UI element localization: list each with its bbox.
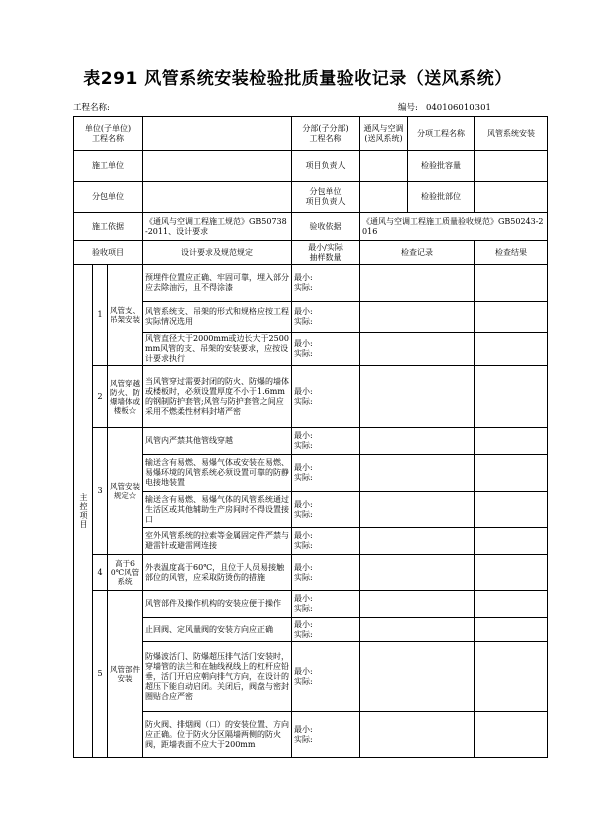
requirement-text-text: 风管部件及操作机构的安装应便于操作 xyxy=(145,599,282,608)
min-actual-sample xyxy=(292,618,360,642)
check-result-cell[interactable] xyxy=(475,642,548,712)
actual-sample-label: 实际: xyxy=(294,441,313,450)
check-record-cell[interactable] xyxy=(360,366,475,428)
requirement-text xyxy=(143,642,292,712)
actual-sample-label: 实际: xyxy=(294,349,313,358)
requirement-text-text: 风管内严禁其他管线穿越 xyxy=(145,436,234,445)
check-result-cell[interactable] xyxy=(475,555,548,591)
check-result-cell[interactable] xyxy=(475,492,548,528)
subdivision-label xyxy=(292,117,360,151)
construction-unit-label-text: 施工单位 xyxy=(92,161,124,170)
construction-unit-value[interactable] xyxy=(143,151,292,182)
subcontract-manager-label-text: 项目负责人 xyxy=(305,197,346,206)
requirement-text xyxy=(143,265,292,302)
check-record-cell[interactable] xyxy=(360,555,475,591)
actual-sample-label: 实际: xyxy=(294,317,313,326)
actual-sample-label: 实际: xyxy=(294,509,313,519)
check-result-cell[interactable] xyxy=(475,455,548,492)
unit-name-label-text: 单位(子单位) xyxy=(84,123,132,133)
group-number-text: 1 xyxy=(97,310,103,319)
group-number-text: 3 xyxy=(97,486,103,495)
batch-capacity-value[interactable] xyxy=(475,151,548,182)
check-result-cell[interactable] xyxy=(475,265,548,302)
col-header-result xyxy=(475,241,548,265)
unit-name-label-text: 工程名称 xyxy=(92,133,124,143)
acceptance-basis-label xyxy=(292,213,360,241)
construction-basis-label xyxy=(74,213,143,241)
requirement-text xyxy=(143,591,292,618)
group-name xyxy=(108,366,143,428)
subcontract-unit-value[interactable] xyxy=(143,182,292,213)
requirement-text-text: 输送含有易燃、易爆气体或安装在易燃、易爆环境的风管系统必须设置可靠的防静电接地装置 xyxy=(145,458,290,487)
col-header-min-sample-text: 抽样数量 xyxy=(309,252,342,262)
subcontract-manager-value[interactable] xyxy=(360,182,408,213)
requirement-text xyxy=(143,302,292,333)
subcontract-unit-label xyxy=(74,182,143,213)
check-record-cell[interactable] xyxy=(360,492,475,528)
actual-sample-label: 实际: xyxy=(294,396,313,406)
min-sample-label: 最小: xyxy=(294,562,313,572)
subdivision-label-text: 分部(子分部) xyxy=(302,123,349,133)
group-name-text: 风管部件安装 xyxy=(110,665,140,683)
requirement-text-text: 室外风管系统的拉索等金属固定件严禁与避雷针或避雷网连接 xyxy=(145,531,290,550)
col-header-requirement xyxy=(143,241,292,265)
check-record-cell[interactable] xyxy=(360,591,475,618)
requirement-text xyxy=(143,618,292,642)
min-actual-sample xyxy=(292,642,360,712)
subdivision-value xyxy=(360,117,408,151)
item-name-value-text: 风管系统安装 xyxy=(487,128,536,138)
min-actual-sample xyxy=(292,428,360,455)
subcontract-manager-label-text: 分包单位 xyxy=(309,187,342,196)
requirement-text xyxy=(143,492,292,528)
item-name-label-text: 分项工程名称 xyxy=(417,128,466,138)
group-name xyxy=(108,555,143,591)
construction-unit-label xyxy=(74,151,143,182)
project-manager-value[interactable] xyxy=(360,151,408,182)
requirement-text-text: 外表温度高于60℃，且位于人员易接触部位的风管，应采取防烫伤的措施 xyxy=(145,562,285,582)
requirement-text-text: 预埋件位置应正确、牢固可靠，埋入部分应去除油污，且不得涂漆 xyxy=(145,273,290,292)
requirement-text-text: 输送含有易燃、易爆气体的风管系统通过生活区或其他辅助生产房间时不得设置接口 xyxy=(145,494,290,524)
serial-value: 040106010301 xyxy=(425,103,491,113)
group-number xyxy=(93,265,108,366)
batch-location-value[interactable] xyxy=(475,182,548,213)
batch-capacity-label-text: 检验批容量 xyxy=(421,161,462,170)
actual-sample-label: 实际: xyxy=(294,604,313,613)
col-header-item xyxy=(74,241,143,265)
actual-sample-label: 实际: xyxy=(294,572,313,582)
min-actual-sample xyxy=(292,555,360,591)
min-sample-label: 最小: xyxy=(294,386,313,396)
col-header-record xyxy=(360,241,475,265)
subdivision-label-text: 工程名称 xyxy=(309,133,342,143)
actual-sample-label: 实际: xyxy=(294,629,313,639)
min-actual-sample xyxy=(292,591,360,618)
col-header-result-text: 检查结果 xyxy=(495,247,528,257)
check-result-cell[interactable] xyxy=(475,333,548,366)
min-sample-label: 最小: xyxy=(294,499,313,509)
check-result-cell[interactable] xyxy=(475,712,548,758)
requirement-text-text: 风管直径大于2000mm或边长大于2500mm风管的支、吊架的安装要求，应按设计要求执行 xyxy=(145,334,289,363)
group-name xyxy=(108,591,143,758)
group-name-text: 风管安装规定☆ xyxy=(110,482,140,500)
requirement-text xyxy=(143,555,292,591)
min-actual-sample xyxy=(292,366,360,428)
min-sample-label: 最小: xyxy=(294,666,313,676)
group-number-text: 5 xyxy=(97,669,103,678)
project-name-label: 工程名称: xyxy=(73,103,110,113)
acceptance-basis-value xyxy=(360,213,548,241)
subdivision-value-text: (送风系统) xyxy=(364,133,403,143)
min-actual-sample xyxy=(292,302,360,333)
min-sample-label: 最小: xyxy=(294,531,313,540)
serial-label: 编号: xyxy=(398,103,418,113)
col-header-min-sample xyxy=(292,241,360,265)
construction-basis-value xyxy=(143,213,292,241)
requirement-text-text: 防爆波活门、防爆超压排气活门安装时，穿墙管的法兰和在轴线视线上的杠杆应铅垂，活门开启应朝向排气方向，在设计的超压下能自动启闭。关闭后，阀盘与密封圈贴合应严密 xyxy=(145,651,290,701)
group-number-text: 2 xyxy=(97,391,103,401)
construction-basis-value-text: 《通风与空调工程施工规范》GB50738-2011、设计要求 xyxy=(145,216,287,236)
requirement-text xyxy=(143,333,292,366)
check-record-cell[interactable] xyxy=(360,428,475,455)
main-control-label xyxy=(74,265,93,758)
page-title: 表291 风管系统安装检验批质量验收记录（送风系统） xyxy=(83,69,512,89)
col-header-record-text: 检查记录 xyxy=(401,247,434,257)
inspection-record-table xyxy=(73,116,548,758)
group-number xyxy=(93,555,108,591)
group-number xyxy=(93,366,108,428)
min-sample-label: 最小: xyxy=(294,594,313,603)
project-manager-label xyxy=(292,151,360,182)
min-sample-label: 最小: xyxy=(294,273,313,282)
check-record-cell[interactable] xyxy=(360,528,475,555)
project-manager-label-text: 项目负责人 xyxy=(305,161,346,170)
serial-number xyxy=(398,101,491,113)
check-result-cell[interactable] xyxy=(475,302,548,333)
requirement-text xyxy=(143,712,292,758)
check-record-cell[interactable] xyxy=(360,265,475,302)
unit-name-label xyxy=(74,117,143,151)
min-sample-label: 最小: xyxy=(294,619,313,629)
check-result-cell[interactable] xyxy=(475,618,548,642)
check-record-cell[interactable] xyxy=(360,618,475,642)
actual-sample-label: 实际: xyxy=(294,473,313,482)
actual-sample-label: 实际: xyxy=(294,676,313,686)
min-sample-label: 最小: xyxy=(294,724,313,734)
requirement-text-text: 当风管穿过需要封闭的防火、防爆的墙体或楼板时，必须设置厚度不小于1.6mm的钢制防护套管;风管与防护套管之间应采用不燃柔性材料封堵严密 xyxy=(145,376,290,416)
group-number-text: 4 xyxy=(97,567,103,577)
actual-sample-label: 实际: xyxy=(294,541,313,550)
batch-capacity-label xyxy=(408,151,475,182)
min-actual-sample xyxy=(292,712,360,758)
min-sample-label: 最小: xyxy=(294,307,313,316)
group-name-text: 风管穿越防火、防爆墙体或楼板☆ xyxy=(110,378,140,415)
item-name-value xyxy=(475,117,548,151)
unit-name-value[interactable] xyxy=(143,117,292,151)
item-name-label xyxy=(408,117,475,151)
min-actual-sample xyxy=(292,492,360,528)
check-result-cell[interactable] xyxy=(475,428,548,455)
group-name-text: 高于60℃风管系统 xyxy=(110,559,140,586)
check-record-cell[interactable] xyxy=(360,302,475,333)
min-actual-sample xyxy=(292,455,360,492)
check-record-cell[interactable] xyxy=(360,455,475,492)
check-result-cell[interactable] xyxy=(475,591,548,618)
check-result-cell[interactable] xyxy=(475,366,548,428)
subcontract-unit-label-text: 分包单位 xyxy=(92,192,124,201)
actual-sample-label: 实际: xyxy=(294,283,313,292)
group-name xyxy=(108,265,143,366)
check-record-cell[interactable] xyxy=(360,712,475,758)
col-header-item-text: 验收项目 xyxy=(92,247,124,257)
min-actual-sample xyxy=(292,528,360,555)
construction-basis-label-text: 施工依据 xyxy=(92,221,124,231)
main-control-label-text: 主控项目 xyxy=(79,493,88,529)
min-actual-sample xyxy=(292,265,360,302)
min-actual-sample xyxy=(292,333,360,366)
requirement-text xyxy=(143,455,292,492)
check-record-cell[interactable] xyxy=(360,333,475,366)
check-result-cell[interactable] xyxy=(475,528,548,555)
min-sample-label: 最小: xyxy=(294,339,313,348)
requirement-text-text: 防火阀、排烟阀（口）的安装位置、方向应正确。位于防火分区隔墙两侧的防火阀，距墙表面不应大于200mm xyxy=(145,719,290,749)
subcontract-manager-label xyxy=(292,182,360,213)
min-sample-label: 最小: xyxy=(294,431,313,440)
actual-sample-label: 实际: xyxy=(294,734,313,744)
subdivision-value-text: 通风与空调 xyxy=(363,123,404,133)
batch-location-label xyxy=(408,182,475,213)
acceptance-basis-label-text: 验收依据 xyxy=(309,221,342,231)
requirement-text xyxy=(143,528,292,555)
col-header-min-sample-text: 最小/实际 xyxy=(308,242,343,252)
group-name-text: 风管支、吊架安装 xyxy=(110,306,140,324)
batch-location-label-text: 检验批部位 xyxy=(421,192,462,201)
requirement-text xyxy=(143,366,292,428)
group-name xyxy=(108,428,143,555)
requirement-text xyxy=(143,428,292,455)
acceptance-basis-value-text: 《通风与空调工程施工质量验收规范》GB50243-2016 xyxy=(362,216,544,236)
min-sample-label: 最小: xyxy=(294,463,313,472)
col-header-requirement-text: 设计要求及规范规定 xyxy=(181,247,254,257)
requirement-text-text: 风管系统支、吊架的形式和规格应按工程实际情况选用 xyxy=(145,307,290,326)
group-number xyxy=(93,591,108,758)
group-number xyxy=(93,428,108,555)
requirement-text-text: 止回阀、定风量阀的安装方向应正确 xyxy=(145,624,274,634)
check-record-cell[interactable] xyxy=(360,642,475,712)
